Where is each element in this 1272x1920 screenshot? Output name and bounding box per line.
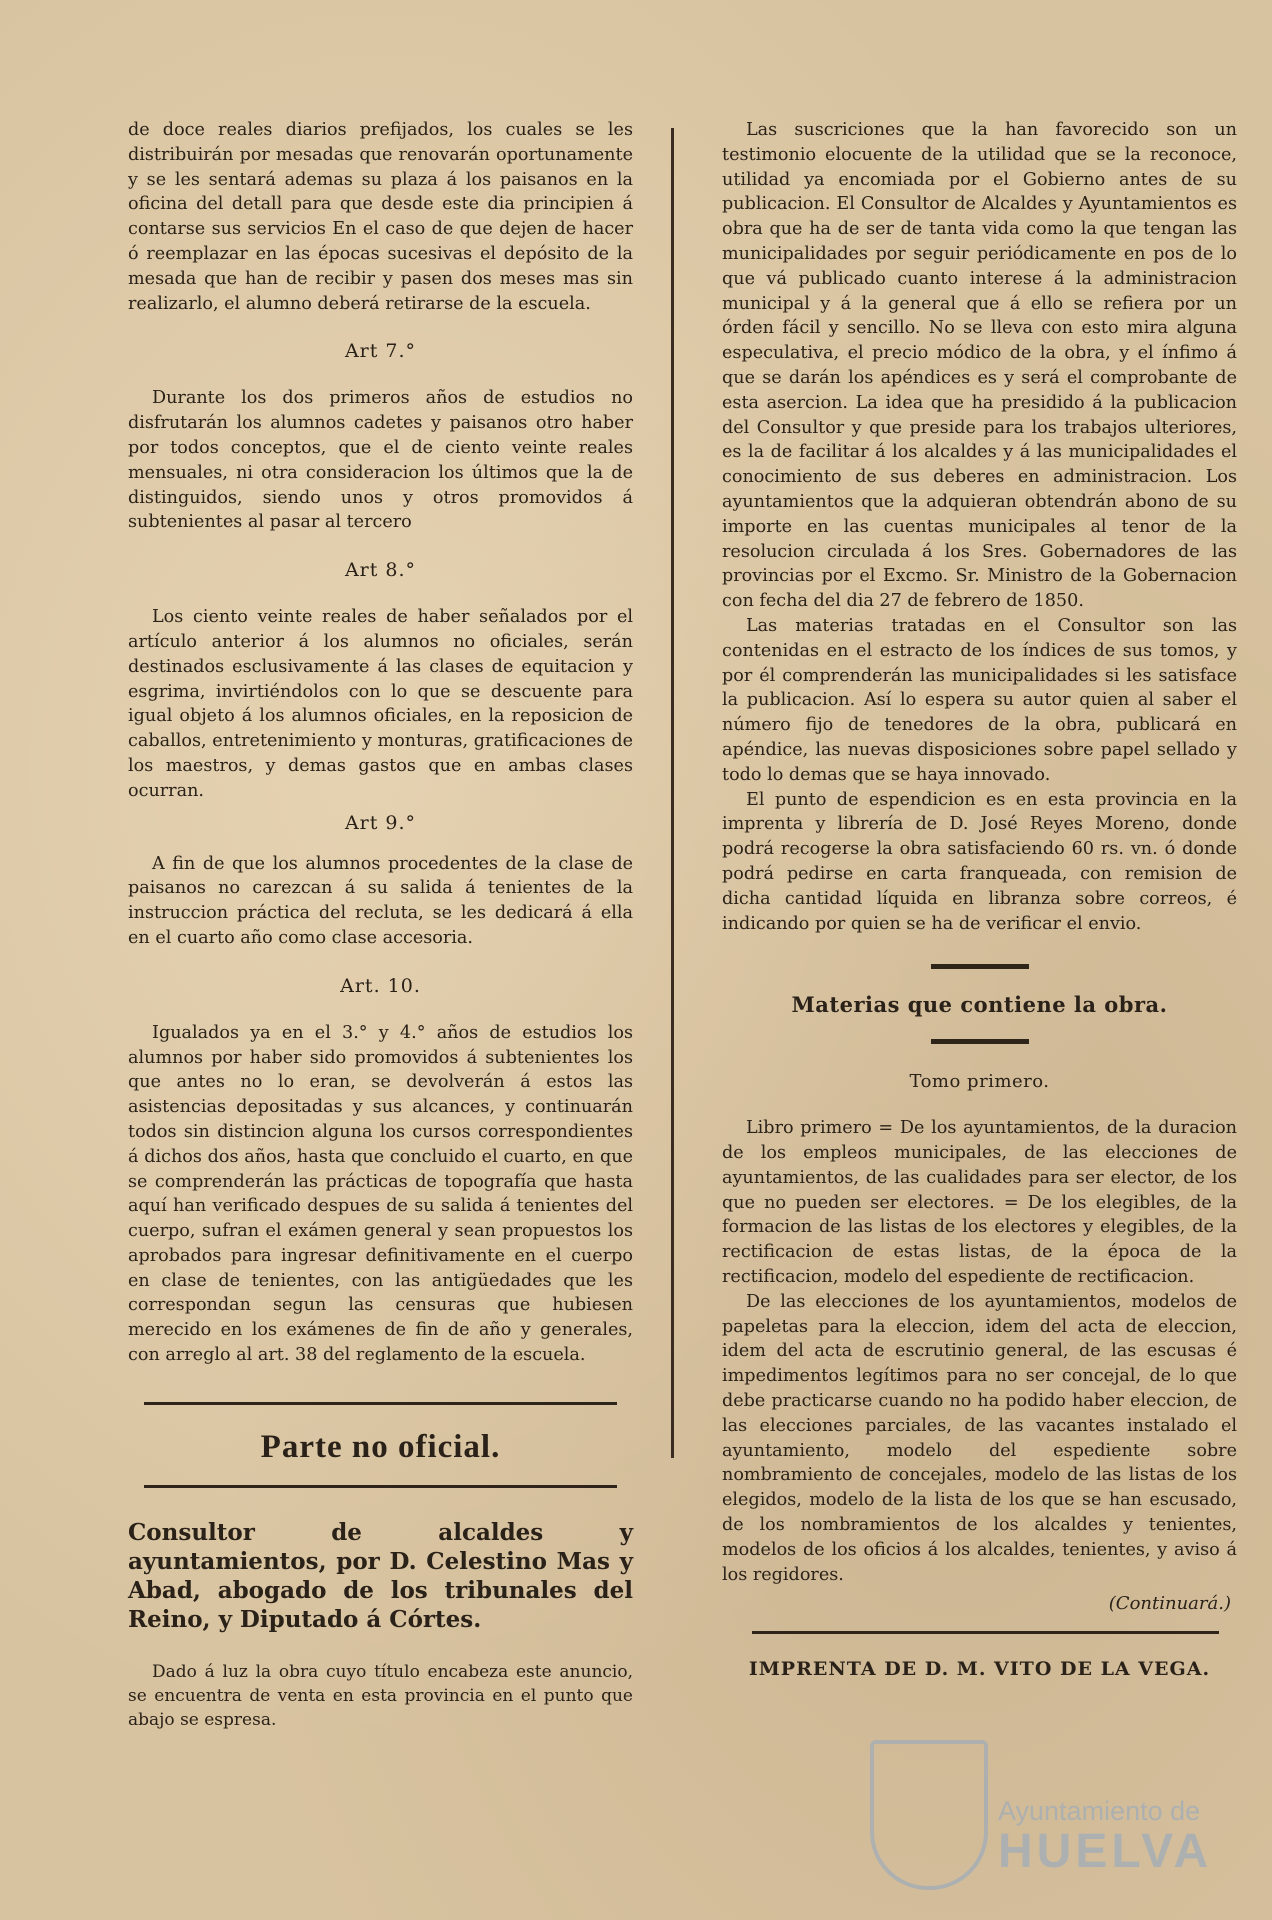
- column-divider: [671, 128, 674, 1458]
- consultor-announcement: Consultor de alcaldes y ayuntamientos, por D. Celestino Mas y Abad, abogado de los tribunales del Reino, y Diputado á Córtes.: [128, 1518, 633, 1633]
- parte-no-oficial-heading: Parte no oficial.: [260, 1428, 501, 1465]
- subscriptions-paragraph: Las suscriciones que la han favorecido son un testimonio elocuente de la utilidad que se la reconoce, utilidad ya encomiada por el Gobierno antes de su publicacion. El Consultor de Alcaldes y Ayuntamientos es obra que ha de ser de tanta vida como la que tengan las municipalidades por seguir periódicamente en pos de lo que vá publicado cuanto interese á la administracion municipal y á la general que á ello se refiera por un órden fácil y sencillo. No se lleva con esto mira alguna especulativa, el precio módico de la obra, y el ínfimo á que se darán los apéndices es y será el comprobante de esta asercion. La idea que ha presidido á la publicacion del Consultor y que preside para los trabajos ulteriores, es la de facilitar á los alcaldes y á las municipalidades el conocimiento de sus deberes en administracion. Los ayuntamientos que la adquieran obtendrán abono de su importe en las cuentas municipales al tenor de la resolucion circulada á los Sres. Gobernadores de las provincias por el Excmo. Sr. Ministro de la Gobernacion con fecha del dia 27 de febrero de 1850.: [722, 120, 1237, 612]
- article-8-text: Los ciento veinte reales de haber señalados por el artículo anterior á los alumnos no oficiales, serán destinados esclusivamente á las clases de equitacion y esgrima, invirtiéndolos con lo que se descuente para igual objeto á los alumnos oficiales, en la reposicion de caballos, entretenimiento y monturas, gratificaciones de los maestros, y demas gastos que en ambas clases ocurran.: [128, 607, 633, 801]
- article-7-heading: Art 7.°: [344, 340, 417, 363]
- coat-of-arms-icon: [870, 1740, 988, 1890]
- watermark-line1: Ayuntamiento de: [998, 1796, 1201, 1826]
- article-8-heading: Art 8.°: [344, 559, 417, 582]
- short-rule: [931, 1039, 1029, 1044]
- printer-imprint: IMPRENTA DE D. M. VITO DE LA VEGA.: [748, 1658, 1211, 1681]
- article-9-text: A fin de que los alumnos procedentes de la clase de paisanos no carezcan á su salida á tenientes de la instruccion práctica del recluta, se les dedicará á ella en el cuarto año como clase accesoria.: [128, 853, 633, 948]
- article-9-heading: Art 9.°: [344, 811, 417, 834]
- materias-heading: Materias que contiene la obra.: [791, 992, 1168, 1018]
- section-divider: [144, 1402, 617, 1405]
- article-10-text: Igualados ya en el 3.° y 4.° años de estudios los alumnos por haber sido promovidos á subtenientes los que antes no lo eran, se devolverán á estos las asistencias depositadas y sus alcances, y continuarán todos sin distincion alguna los cursos correspondientes á dichos dos años, hasta que concluido el cuarto, en que se comprenderán las prácticas de topografía que hasta aquí han verificado despues de su salida á tenientes del cuerpo, sufran el exámen general y sean propuestos los aprobados para ingresar definitivamente en el cuerpo en clase de tenientes, con las antigüedades que les correspondan segun las censuras que hubiesen merecido en los exámenes de fin de año y generales, con arreglo al art. 38 del reglamento de la escuela.: [128, 1022, 633, 1366]
- continuara-note: (Continuará.): [1108, 1593, 1231, 1615]
- libro-primero-text: Libro primero = De los ayuntamientos, de la duracion de los empleos municipales, de las elecciones de ayuntamientos, de las cualidades para ser elector, de los que no pueden ser electores. = De los elegibles, de la formacion de las listas de los electores y elegibles, de la rectificacion de estas listas, de la época de la rectificacion, modelo del espediente de rectificacion.: [722, 1118, 1237, 1288]
- sale-notice: Dado á luz la obra cuyo título encabeza este anuncio, se encuentra de venta en esta provincia en el punto que abajo se espresa.: [128, 1661, 633, 1730]
- article-7-text: Durante los dos primeros años de estudios no disfrutarán los alumnos cadetes y paisanos otro haber por todos conceptos, que el de ciento veinte reales mensuales, ni otra consideracion los últimos que la de distinguidos, siendo unos y otros promovidos á subtenientes al pasar al tercero: [128, 388, 633, 533]
- watermark-line2: HUELVA: [998, 1825, 1213, 1878]
- expedition-paragraph: El punto de espendicion es en esta provincia en la imprenta y librería de D. José Reyes Moreno, donde podrá recogerse la obra satisfaciendo 60 rs. vn. ó donde podrá pedirse en carta franqueada, con remision de dicha cantidad líquida en libranza sobre correos, é indicando por quien se ha de verificar el envio.: [722, 789, 1237, 934]
- left-column: [128, 118, 633, 1732]
- right-column: [722, 118, 1237, 1680]
- section-divider: [144, 1485, 617, 1488]
- ayuntamiento-watermark: [870, 1740, 1250, 1890]
- intro-paragraph: de doce reales diarios prefijados, los cuales se les distribuirán por mesadas que renovarán oportunamente y se les sentará ademas su plaza á los paisanos en la oficina del detall para que desde este dia principien á contarse sus servicios En el caso de que dejen de hacer ó reemplazar en las épocas sucesivas el depósito de la mesada que han de recibir y pasen dos meses mas sin realizarlo, el alumno deberá retirarse de la escuela.: [128, 120, 633, 314]
- materias-paragraph: Las materias tratadas en el Consultor son las contenidas en el estracto de los índices de sus tomos, y por él comprenderán las municipalidades si les satisface la publicacion. Así lo espera su autor quien al saber el número fijo de tenedores de la obra, publicará en apéndice, las nuevas disposiciones sobre papel sellado y todo lo demas que se haya innovado.: [722, 615, 1237, 785]
- tomo-heading: Tomo primero.: [909, 1071, 1050, 1093]
- footer-rule: [752, 1631, 1219, 1634]
- short-rule: [931, 964, 1029, 969]
- article-10-heading: Art. 10.: [340, 974, 421, 997]
- elecciones-text: De las elecciones de los ayuntamientos, modelos de papeletas para la eleccion, idem del acta de eleccion, idem del acta de escrutinio general, de las escusas é impedimentos legítimos para no ser concejal, de lo que debe practicarse cuando no ha podido haber eleccion, de las elecciones parciales, de las vacantes instalado el ayuntamiento, modelo del espediente sobre nombramiento de concejales, modelo de las listas de los elegidos, modelo de la lista de los que se han escusado, de los nombramientos de los alcaldes y tenientes, modelos de los oficios á los alcaldes, tenientes, y aviso á los regidores.: [722, 1291, 1237, 1585]
